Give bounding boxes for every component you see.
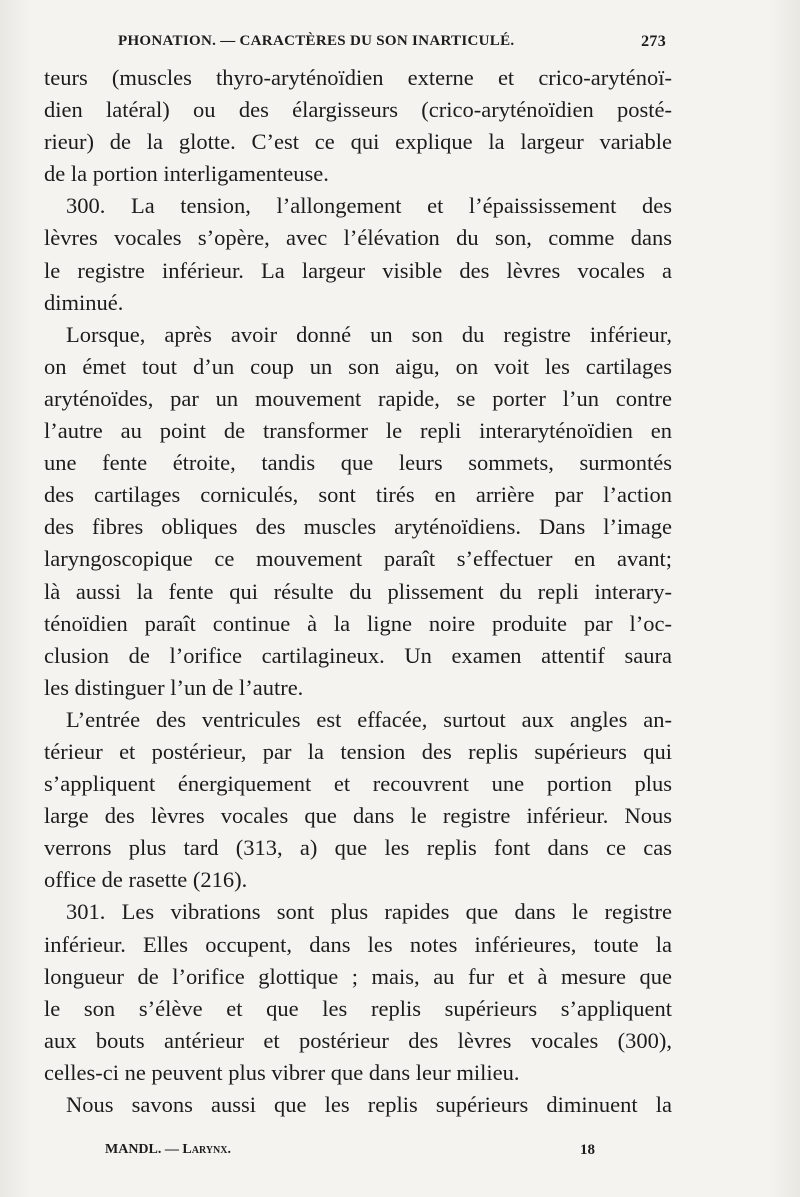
text-line: Nous savons aussi que les replis supérieurs diminuent la bbox=[66, 1092, 672, 1117]
text-line: large des lèvres vocales que dans le registre inférieur. Nous bbox=[44, 803, 672, 829]
text-line: on émet tout d’un coup un son aigu, on voit les cartilages bbox=[44, 353, 672, 379]
text-line: celles-ci ne peuvent plus vibrer que dans leur milieu. bbox=[44, 1059, 520, 1085]
text-line: le registre inférieur. La largeur visible des lèvres vocales a bbox=[44, 257, 672, 283]
text-line: diminué. bbox=[44, 289, 124, 315]
text-line: L’entrée des ventricules est effacée, surtout aux angles an- bbox=[66, 706, 672, 732]
text-line: lèvres vocales s’opère, avec l’élévation du son, comme dans bbox=[44, 225, 672, 251]
text-line: 301. Les vibrations sont plus rapides que dans le registre bbox=[66, 899, 672, 925]
text-line: là aussi la fente qui résulte du plissement du repli interary- bbox=[44, 578, 672, 604]
text-line: des cartilages corniculés, sont tirés en arrière par l’action bbox=[44, 482, 672, 508]
text-line: inférieur. Elles occupent, dans les notes inférieures, toute la bbox=[44, 931, 672, 957]
text-line: verrons plus tard (313, a) que les replis font dans ce cas bbox=[44, 835, 672, 861]
running-title: PHONATION. — CARACTÈRES DU SON INARTICULÉ. bbox=[118, 33, 515, 49]
page-number: 273 bbox=[641, 33, 666, 50]
text-line: Lorsque, après avoir donné un son du registre inférieur, bbox=[66, 321, 672, 347]
text-line: office de rasette (216). bbox=[44, 867, 248, 893]
text-line: aux bouts antérieur et postérieur des lèvres vocales (300), bbox=[44, 1027, 672, 1053]
running-header bbox=[118, 33, 666, 55]
text-line: une fente étroite, tandis que leurs sommets, surmontés bbox=[44, 450, 672, 476]
text-line: s’appliquent énergiquement et recouvrent une portion plus bbox=[44, 771, 672, 797]
page-footer bbox=[105, 1142, 595, 1164]
text-line: le son s’élève et que les replis supérieurs s’appliquent bbox=[44, 995, 672, 1021]
text-line: l’autre au point de transformer le repli interaryténoïdien en bbox=[44, 418, 672, 444]
text-line: dien latéral) ou des élargisseurs (crico-aryténoïdien posté- bbox=[44, 97, 672, 123]
footer-signature: MANDL. — Larynx. bbox=[105, 1142, 231, 1157]
text-line: aryténoïdes, par un mouvement rapide, se porter l’un contre bbox=[44, 385, 672, 411]
text-line: teurs (muscles thyro-aryténoïdien externe et crico-aryténoï- bbox=[44, 65, 672, 90]
text-line: rieur) de la glotte. C’est ce qui explique la largeur variable bbox=[44, 129, 672, 155]
text-line: des fibres obliques des muscles aryténoïdiens. Dans l’image bbox=[44, 514, 672, 540]
text-line: de la portion interligamenteuse. bbox=[44, 161, 329, 187]
text-line: laryngoscopique ce mouvement paraît s’effectuer en avant; bbox=[44, 546, 672, 572]
text-line: clusion de l’orifice cartilagineux. Un examen attentif saura bbox=[44, 642, 672, 668]
text-line: 300. La tension, l’allongement et l’épaississement des bbox=[66, 193, 672, 219]
footer-sheet-number: 18 bbox=[580, 1142, 595, 1158]
text-line: les distinguer l’un de l’autre. bbox=[44, 674, 304, 700]
text-line: longueur de l’orifice glottique ; mais, au fur et à mesure que bbox=[44, 963, 672, 989]
body-text bbox=[44, 62, 672, 1121]
text-line: ténoïdien paraît continue à la ligne noire produite par l’oc- bbox=[44, 610, 672, 636]
text-line: térieur et postérieur, par la tension des replis supérieurs qui bbox=[44, 738, 672, 764]
